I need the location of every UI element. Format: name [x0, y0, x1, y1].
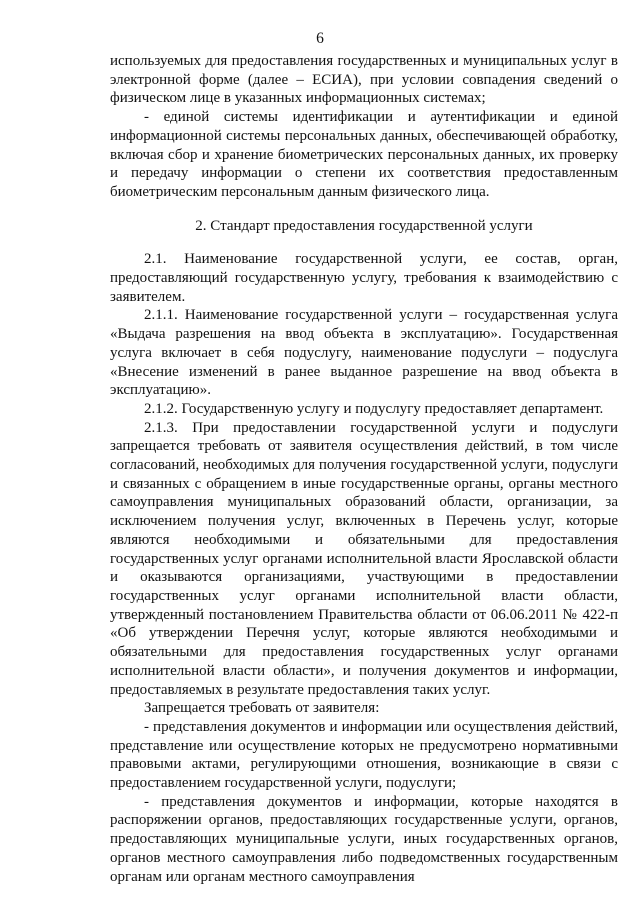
page-number: 6 [316, 30, 324, 47]
paragraph-2-1: 2.1. Наименование государственной услуги, ее состав, орган, предоставляющий государственную услугу, требования к взаимодействию с заявителем. [110, 251, 618, 305]
section-heading: 2. Стандарт предоставления государственной услуги [195, 217, 533, 234]
paragraph-2-1-2: 2.1.2. Государственную услугу и подуслугу предоставляет департамент. [144, 400, 604, 417]
document-body [110, 52, 618, 886]
paragraph-2-1-1: 2.1.1. Наименование государственной услуги – государственная услуга «Выдача разрешения на ввод объекта в эксплуатацию». Государственная услуга включает в себя подуслугу, наименование подуслуги – подуслуга «Внесение изменений в ранее выданное разрешение на ввод объекта в эксплуатацию». [110, 307, 618, 399]
paragraph-esia-biometrics: - единой системы идентификации и аутентификации и единой информационной системы персональных данных, обеспечивающей обработку, включая сбор и хранение биометрических персональных данных, их проверку и передачу информации о степени их соответствия предоставленным биометрическим персональным данным физического лица. [110, 109, 618, 200]
paragraph-prohibited-item-2: - представления документов и информации, которые находятся в распоряжении органов, предоставляющих государственные услуги, органов, предоставляющих муниципальные услуги, иных государственных органов, органов местного самоуправления либо подведомственных государственным органам или органам местного самоуправления [110, 793, 618, 885]
paragraph-prohibited-item-1: - представления документов и информации или осуществления действий, представление или осуществление которых не предусмотрено нормативными правовыми актами, регулирующими отношения, возникающие в связи с предоставлением государственной услуги, подуслуги; [110, 718, 618, 792]
paragraph-continuation: используемых для предоставления государственных и муниципальных услуг в электронной форме (далее – ЕСИА), при условии совпадения сведений о физическом лице в указанных информационных системах; [110, 53, 618, 107]
paragraph-2-1-3: 2.1.3. При предоставлении государственной услуги и подуслуги запрещается требовать от заявителя осуществления действий, в том числе согласований, необходимых для получения государственной услуги, подуслуги и связанных с обращением в иные государственные органы, органы местного самоуправления муниципальных образований области, организации, за исключением получения услуг, включенных в Перечень услуг, которые являются необходимыми и обязательными для предоставления государственных услуг органами исполнительной власти Ярославской области и оказываются организациями, участвующими в предоставлении государственных услуг органами исполнительной власти области, утвержденный постановлением Правительства области от 06.06.2011 № 422-п «Об утверждении Перечня услуг, которые являются необходимыми и обязательными для предоставления государственных услуг органами исполнительной власти области», и получения документов и информации, предоставляемых в результате предоставления таких услуг. [110, 419, 618, 698]
paragraph-prohibited-intro: Запрещается требовать от заявителя: [144, 700, 380, 717]
